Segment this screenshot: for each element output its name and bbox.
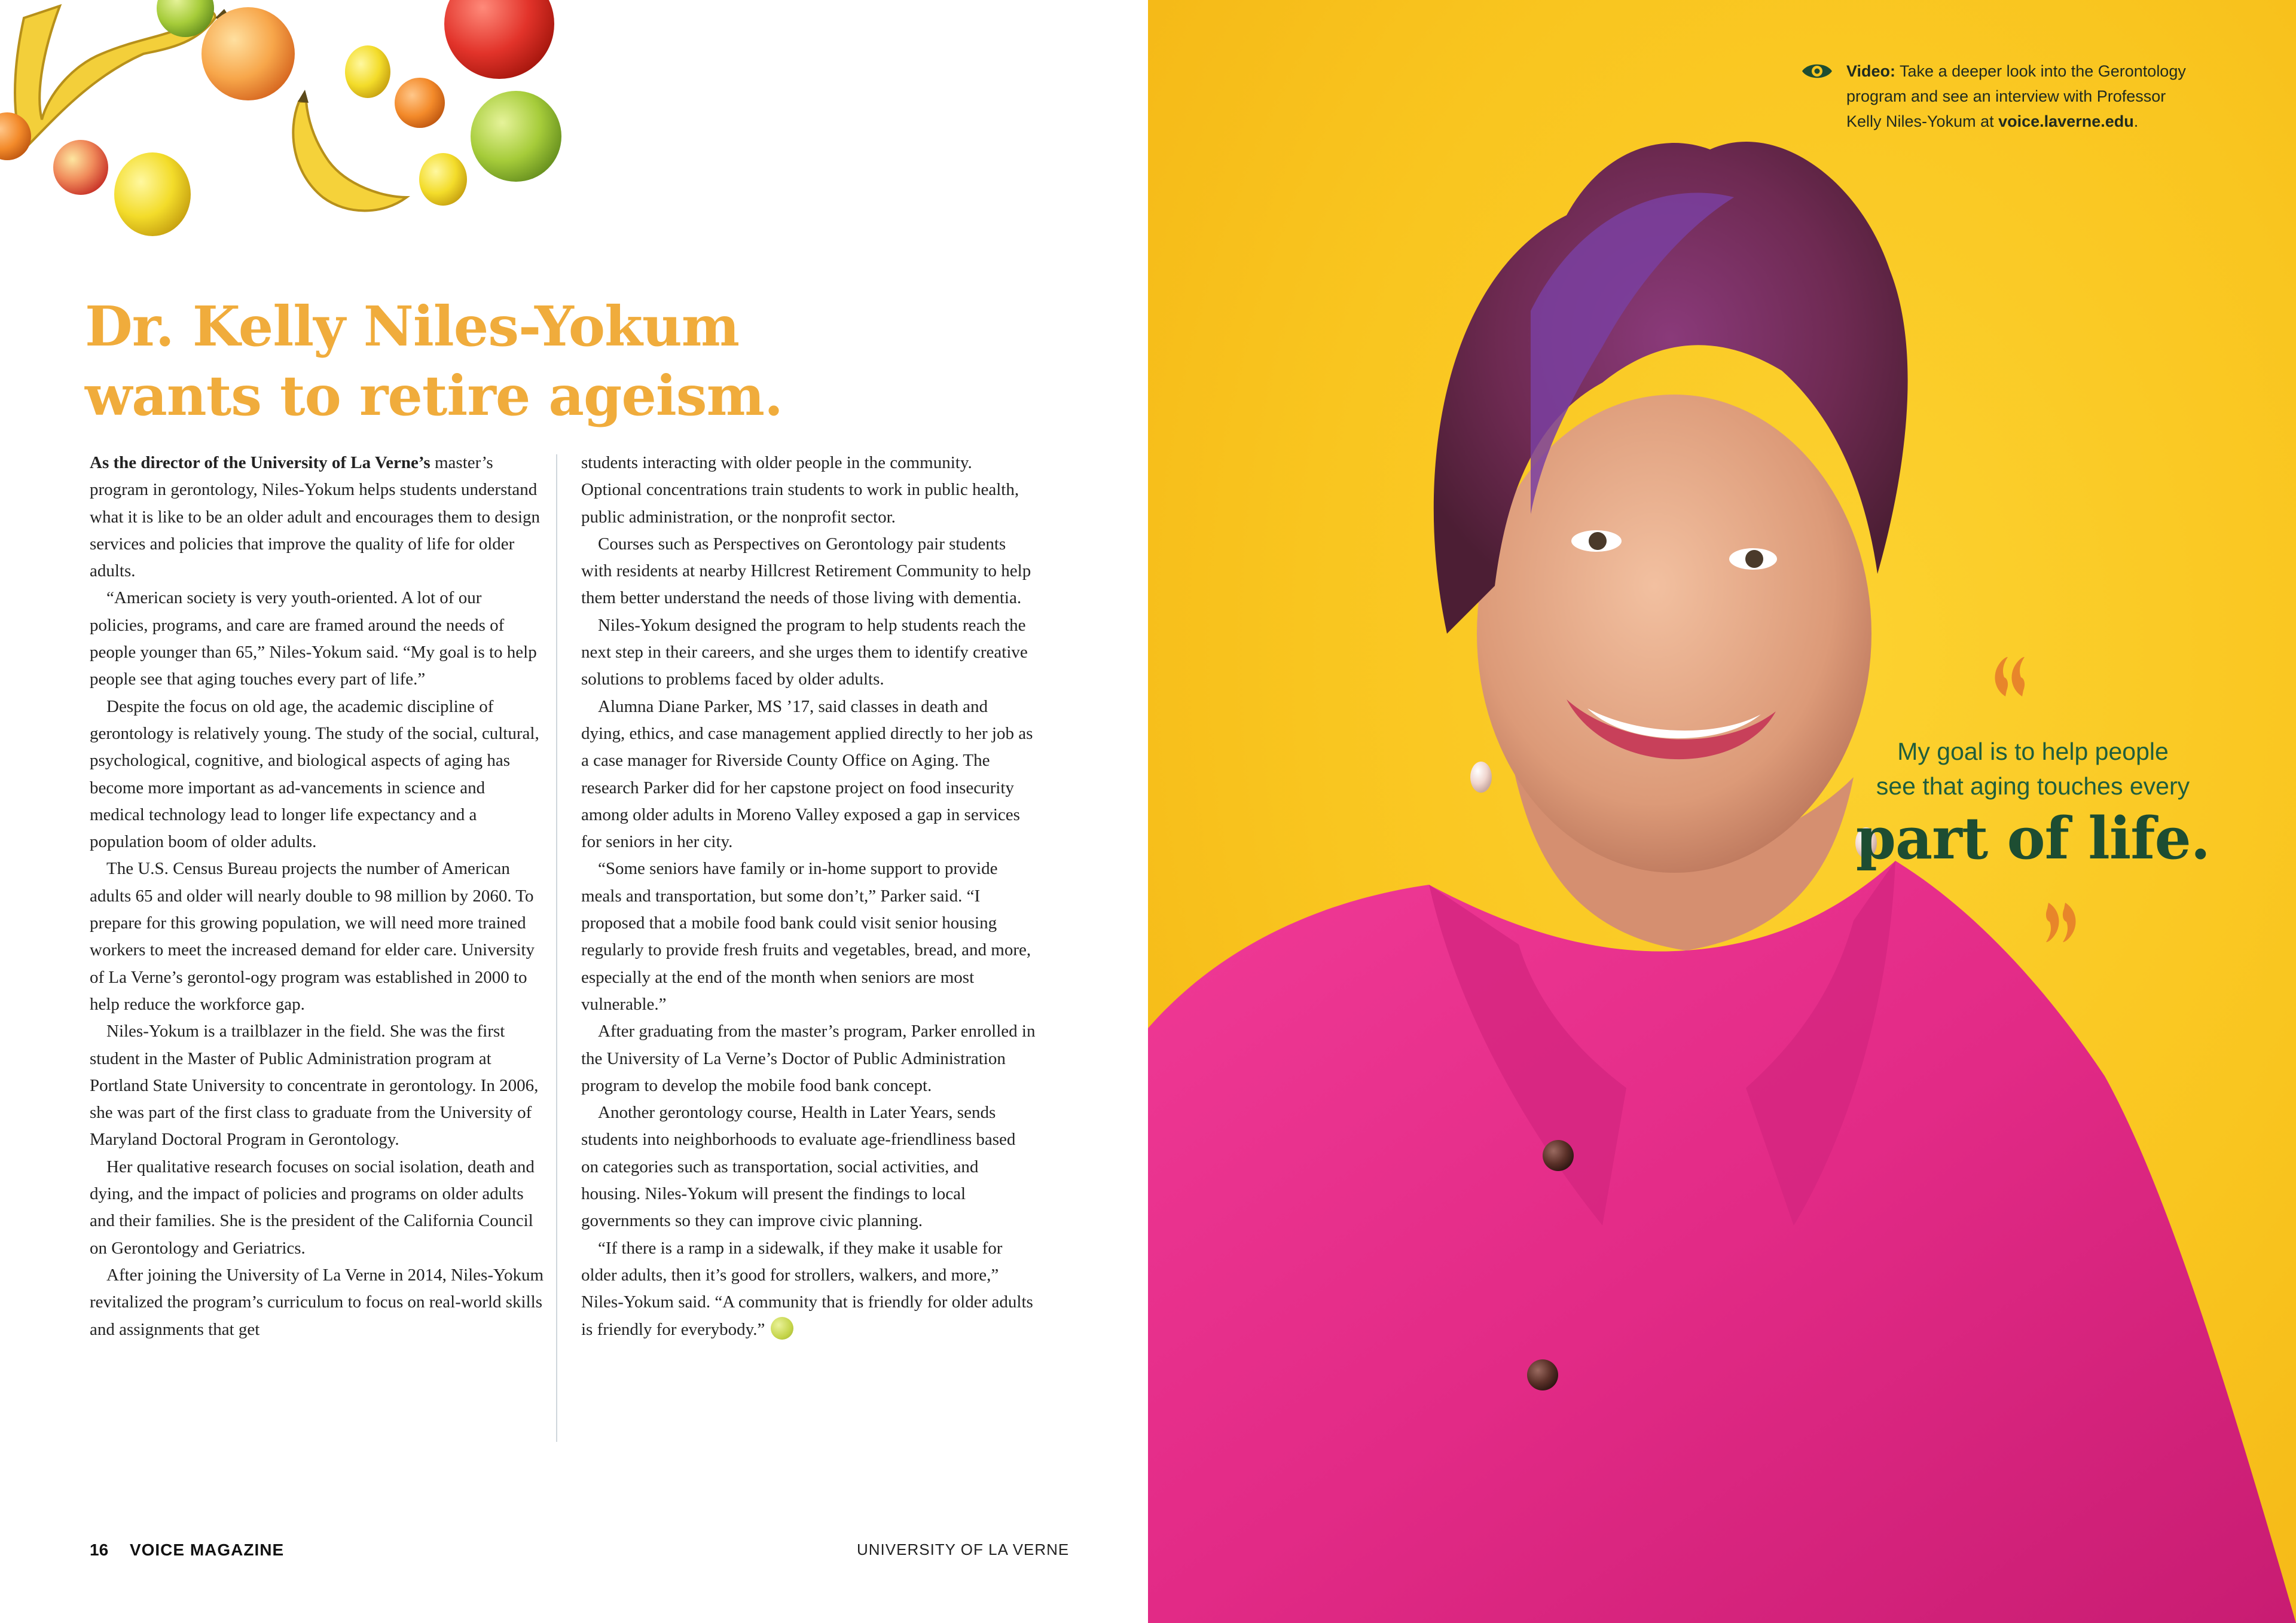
body-paragraph: Alumna Diane Parker, MS ’17, said classes in death and dying, ethics, and case management applied directly to her job as a case manager for Riverside County Office on Aging. The research Parker did for her capstone project on food insecurity among older adults in Moreno Valley exposed a gap in services for seniors in her city. — [581, 696, 1033, 852]
column-divider — [556, 454, 557, 1442]
body-paragraph: Despite the focus on old age, the academic discipline of gerontology is relatively young. The study of the social, cultural, psychological, cognitive, and biological aspects of aging has become more important as ad-vancements in science and medical technology lead to longer life expectancy and a population boom of older adults. — [90, 696, 539, 852]
body-column-1 — [90, 450, 544, 1343]
close-quote-icon — [2045, 901, 2078, 945]
green-fruit-icon — [771, 1317, 793, 1340]
pull-quote — [1818, 734, 2248, 870]
body-paragraph: As the director of the University of La Verne’s master’s program in gerontology, Niles-Yokum helps students understand what it is like to be an older adult and encourages them to design services and policies that improve the quality of life for older adults. — [90, 453, 540, 581]
body-paragraph: “American society is very youth-oriented. A lot of our policies, programs, and care are framed around the needs of people younger than 65,” Niles-Yokum said. “My goal is to help people see that aging touches every part of life.” — [90, 588, 537, 689]
article-headline — [85, 292, 982, 430]
body-paragraph: The U.S. Census Bureau projects the number of American adults 65 and older will nearly double to 98 million by 2060. To prepare for this growing population, we will need more trained workers to meet the increased demand for elder care. University of La Verne’s gerontol-ogy program was established in 2000 to help reduce the workforce gap. — [90, 859, 535, 1014]
banana-icon — [293, 90, 407, 211]
pull-quote-emphasis: part of life. — [1855, 805, 2210, 872]
body-paragraph: Niles-Yokum designed the program to help students reach the next step in their careers, and she urges them to identify creative solutions to problems faced by older adults. — [581, 615, 1028, 689]
folio — [90, 1541, 284, 1560]
body-paragraph: “If there is a ramp in a sidewalk, if they make it usable for older adults, then it’s good for strollers, walkers, and more,” Niles-Yokum said. “A community that is friendly for older adults is friendly for everybody.” — [581, 1238, 1033, 1339]
orange-icon — [201, 7, 295, 100]
body-paragraph: Courses such as Perspectives on Gerontology pair students with residents at nearby Hillcrest Retirement Community to help them better understand the needs of those living with dementia. — [581, 534, 1031, 608]
lemon-icon — [114, 152, 191, 236]
body-paragraph: “Some seniors have family or in-home support to provide meals and transportation, but some don’t,” Parker said. “I proposed that a mobile food bank could visit senior housing regularly to provide fresh fruits and vegetables, bread, and more, especially at the end of the month when seniors are most vulnerable.” — [581, 859, 1031, 1014]
body-paragraph: students interacting with older people in the community. Optional concentrations train students to work in public health, public administration, or the nonprofit sector. — [581, 453, 1019, 527]
body-column-2 — [581, 450, 1036, 1343]
right-page — [1148, 0, 2296, 1623]
headline-line-2: wants to retire ageism. — [85, 363, 783, 428]
body-paragraph: Niles-Yokum is a trailblazer in the field. She was the first student in the Master of Public Administration program at Portland State University to concentrate in gerontology. In 2006, she was part of the first class to graduate from the University of Maryland Doctoral Program in Gerontology. — [90, 1022, 539, 1150]
green-apple-icon — [471, 91, 561, 182]
lemon-icon — [345, 45, 390, 98]
headline-line-1: Dr. Kelly Niles-Yokum — [85, 294, 740, 359]
eye-icon — [1801, 61, 1833, 81]
body-paragraph: After graduating from the master’s program, Parker enrolled in the University of La Verne’s Doctor of Public Administration program to develop the mobile food bank concept. — [581, 1022, 1036, 1095]
green-apple-icon — [157, 0, 214, 37]
body-paragraph: Another gerontology course, Health in Later Years, sends students into neighborhoods to evaluate age-friendliness based on categories such as transportation, social activities, and housing. Niles-Yokum will present the findings to local governments so they can improve civic planning. — [581, 1103, 1016, 1231]
open-quote-icon — [1992, 655, 2026, 698]
video-link[interactable]: voice.laverne.edu — [1998, 112, 2134, 130]
lead-in: As the director of the University of La Verne’s — [90, 453, 430, 472]
magazine-name: VOICE MAGAZINE — [129, 1541, 285, 1559]
page-number: 16 — [90, 1541, 109, 1559]
pull-quote-line-1: My goal is to help people — [1897, 738, 2169, 765]
body-paragraph: After joining the University of La Verne in 2014, Niles-Yokum revitalized the program’s curriculum to focus on real-world skills and assignments that get — [90, 1265, 544, 1339]
body-paragraph: Her qualitative research focuses on social isolation, death and dying, and the impact of policies and programs on older adults and their families. She is the president of the California Council on Gerontology and Geriatrics. — [90, 1157, 535, 1258]
tangerine-icon — [395, 78, 445, 128]
running-footer: UNIVERSITY OF LA VERNE — [857, 1541, 1070, 1558]
video-label: Video: — [1846, 62, 1896, 80]
apple-icon — [53, 140, 108, 195]
video-text: Take a deeper look into the Gerontology program and see an interview with Professor Kelly Niles-Yokum at — [1846, 62, 2186, 130]
red-apple-icon — [444, 0, 554, 79]
pull-quote-line-2: see that aging touches every — [1876, 772, 2190, 800]
video-callout: Video: Take a deeper look into the Gerontology program and see an interview with Professor Kelly Niles-Yokum at voice.laverne.edu. — [1846, 59, 2205, 134]
lemon-icon — [419, 153, 467, 206]
